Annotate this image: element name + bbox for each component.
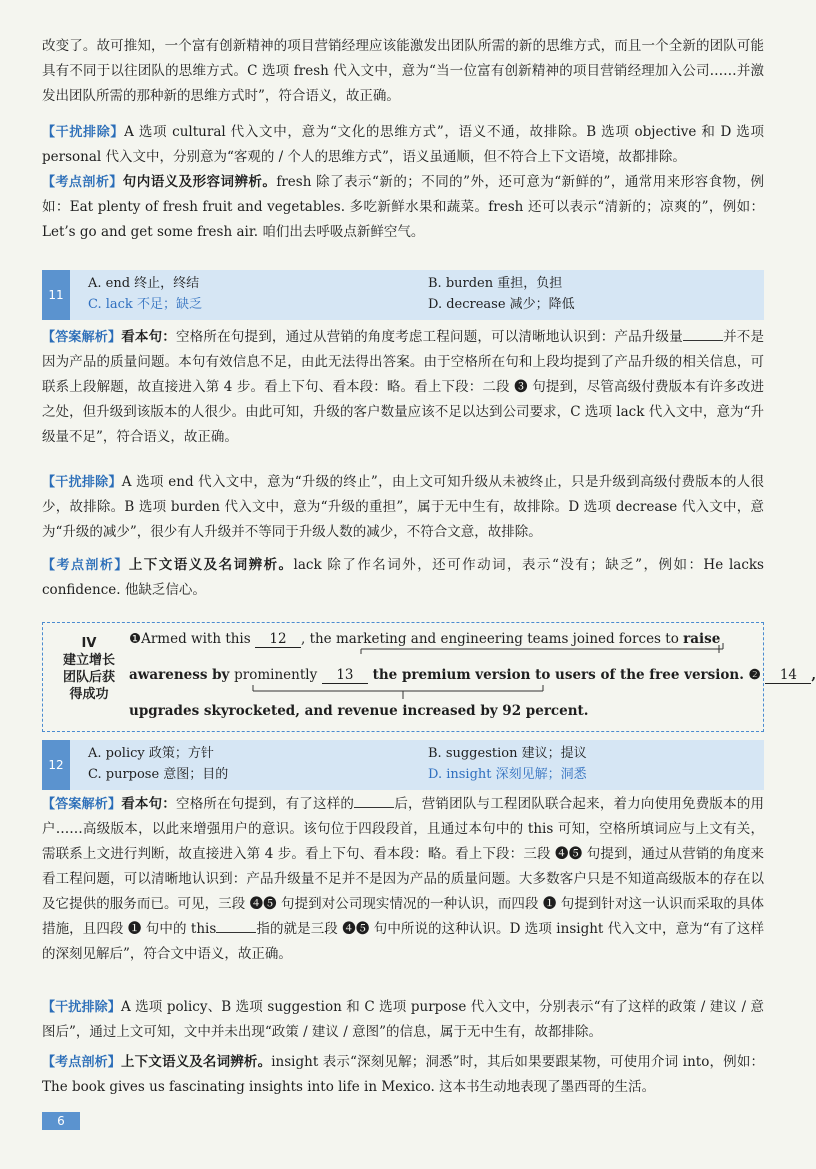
option-b: B. burden 重担，负担 xyxy=(428,276,563,291)
q11-answer-paragraph: 【答案解析】看本句：空格所在句提到，通过从营销的角度考虑工程问题，可以清晰地认识到：产品升级量 并不是因为产品的质量问题。本句有效信息不足，由此无法得出答案。由于空格所在句和上段均提到了产品升级的相关信息，可联系上段解题，故直接进入第 4 步。看上下句、看本段：略。看上下段：二段 ❸ 句提到，尽管高级付费版本有许多改进之处，但升级到该版本的人很少。由此可知，升级的客户数量应该不足以达到公司要求，C 选项 lack 代入文中，意为“升级量不足”，符合语义，故正确。 xyxy=(42,329,765,445)
answer-tag: 【答案解析】 xyxy=(42,797,122,812)
q12-options-box xyxy=(42,740,764,790)
passage-line-1: ❶Armed with this 12 , the marketing and engineering teams joined forces to raise xyxy=(129,631,721,647)
distractor-tag: 【干扰排除】 xyxy=(42,125,125,140)
question-number: 12 xyxy=(42,740,70,790)
blank-line xyxy=(216,920,256,933)
distractor-tag: 【干扰排除】 xyxy=(42,1000,121,1015)
blank-12: 12 xyxy=(255,631,301,648)
blank-14: 14 xyxy=(765,667,811,684)
option-a: A. end 终止，终结 xyxy=(88,276,200,291)
q12-distractor-paragraph: 【干扰排除】A 选项 policy、B 选项 suggestion 和 C 选项 purpose 代入文中，分别表示“有了这样的政策 / 建议 / 意图后”，通过上文可知，文中并未出现“政策 / 建议 / 意图”的信息，属于无中生有，故都排除。 xyxy=(42,999,764,1040)
distractor-tag: 【干扰排除】 xyxy=(42,475,122,490)
q11-options-box xyxy=(42,270,764,320)
question-number: 11 xyxy=(42,270,70,320)
analysis-tag: 【考点剖析】 xyxy=(42,1055,121,1070)
analysis-tag: 【考点剖析】 xyxy=(42,558,129,573)
option-a: A. policy 政策；方针 xyxy=(88,746,214,761)
option-d: D. decrease 减少；降低 xyxy=(428,297,575,312)
section-label: IV 建立增长 团队后获 得成功 xyxy=(62,636,115,702)
passage-line-3: upgrades skyrocketed, and revenue increased by 92 percent. xyxy=(129,703,589,719)
q12-analysis-paragraph: 【考点剖析】上下文语义及名词辨析。insight 表示“深刻见解；洞悉”时，其后如果要跟某物，可使用介词 into，例如：The book gives us fascinating insights into life in Mexico. 这本书生动地表现了墨西哥的生活。 xyxy=(42,1054,764,1095)
intro-paragraph: 改变了。故可推知，一个富有创新精神的项目营销经理应该能激发出团队所需的新的思维方式，而且一个全新的团队可能具有不同于以往团队的思维方式。C 选项 fresh 代入文中，意为“当一位富有创新精神的项目营销经理加入公司……并激发出团队所需的那种新的思维方式时”，符合语义，故正确。 xyxy=(42,38,764,104)
answer-tag: 【答案解析】 xyxy=(42,330,122,345)
analysis-tag: 【考点剖析】 xyxy=(42,175,123,190)
q11-distractor-paragraph: 【干扰排除】A 选项 end 代入文中，意为“升级的终止”，由上文可知升级从未被终止，只是升级到高级付费版本的人很少，故排除。B 选项 burden 代入文中，意为“升级的重担”，属于无中生有，故排除。D 选项 decrease 代入文中，意为“升级的减少”，很少有人升级并不等同于升级人数的减少，不符合文意，故排除。 xyxy=(42,474,764,540)
q11-analysis-paragraph: 【考点剖析】上下文语义及名词辨析。lack 除了作名词外，还可作动词，表示“没有；缺乏”，例如：He lacks confidence. 他缺乏信心。 xyxy=(42,557,764,598)
q12-answer-paragraph: 【答案解析】看本句：空格所在句提到，有了这样的 后，营销团队与工程团队联合起来，着力向使用免费版本的用户……高级版本，以此来增强用户的意识。该句位于四段段首，且通过本句中的 this 可知，空格所填词应与上文有关，需联系上文进行判断，故直接进入第 4 步。看上下句、看本段：略。看上下段：三段 ❹❺ 句提到，通过从营销的角度来看工程问题，可以清晰地认识到：产品升级量不足并不是因为产品的质量问题。大多数客户只是不知道高级版本的存在以及它提供的服务而已。可见，三段 ❹❺ 句提到对公司现实情况的一种认识，而四段 ❶ 句提到针对这一认识而采取的具体措施，且四段 ❶ 句中的 this 指的就是三段 ❹❺ 句中所说的这种认识。D 选项 insight 代入文中，意为“有了这样的深刻见解后”，符合文中语义，故正确。 xyxy=(42,796,765,962)
blank-line xyxy=(354,795,394,808)
option-c: C. purpose 意图；目的 xyxy=(88,767,229,782)
q10-distractor-paragraph: 【干扰排除】A 选项 cultural 代入文中，意为“文化的思维方式”，语义不通，故排除。B 选项 objective 和 D 选项 personal 代入文中，分别意为“客观的 / 个人的思维方式”，语义虽通顺，但不符合上下文语境，故都排除。 xyxy=(42,124,764,165)
option-d-correct: D. insight 深刻见解；洞悉 xyxy=(428,767,587,782)
blank-line xyxy=(683,328,723,341)
page-number: 6 xyxy=(42,1112,80,1130)
option-b: B. suggestion 建议；提议 xyxy=(428,746,587,761)
passage-line-2: awareness by prominently 13 the premium version to users of the free version. ❷ 14 , xyxy=(129,667,816,683)
q10-analysis-paragraph: 【考点剖析】句内语义及形容词辨析。fresh 除了表示“新的；不同的”外，还可意为“新鲜的”，通常用来形容食物，例如：Eat plenty of fresh fruit and vegetables. 多吃新鲜水果和蔬菜。fresh 还可以表示“清新的；凉爽的”，例如：Let’s go and get some fresh air. 咱们出去呼吸点新鲜空气。 xyxy=(42,174,764,240)
section-iv-passage xyxy=(42,622,816,732)
blank-13: 13 xyxy=(322,667,368,684)
option-c-correct: C. lack 不足；缺乏 xyxy=(88,297,202,312)
